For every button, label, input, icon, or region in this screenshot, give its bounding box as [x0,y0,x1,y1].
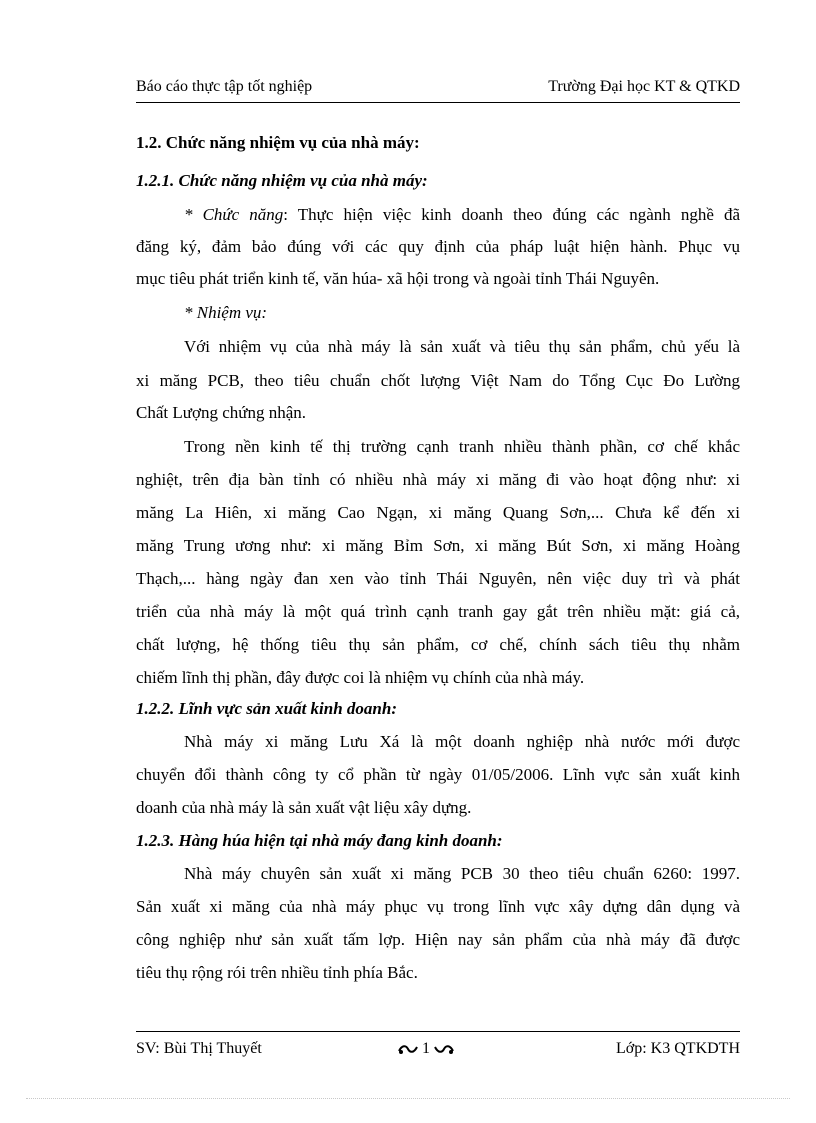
paragraph-line: Chất Lượng chứng nhận. [136,403,306,422]
subsection-title-3: 1.2.3. Hàng húa hiện tại nhà máy đang kinh doanh: [136,831,503,850]
paragraph-line: doanh của nhà máy là sản xuất vật liệu xây dựng. [136,798,472,817]
paragraph-line: Nhà máy xi măng Lưu Xá là một doanh nghiệp nhà nước mới được [184,732,740,751]
paragraph-line: măng Trung ương như: xi măng Bỉm Sơn, xi măng Bút Sơn, xi măng Hoàng [136,536,740,555]
page-header [136,78,740,103]
paragraph-line: Nhà máy chuyên sản xuất xi măng PCB 30 theo tiêu chuẩn 6260: 1997. [184,864,740,883]
paragraph-line: măng La Hiên, xi măng Cao Ngạn, xi măng Quang Sơn,... Chưa kể đến xi [136,503,740,522]
ornament-left-icon [398,1043,418,1055]
function-line-1 [184,200,740,230]
paragraph-line: mục tiêu phát triển kinh tế, văn húa- xã hội trong và ngoài tỉnh Thái Nguyên. [136,269,660,288]
paragraph-line: xi măng PCB, theo tiêu chuẩn chốt lượng Việt Nam do Tổng Cục Đo Lường [136,371,740,390]
footer-page-number [398,1040,454,1058]
paragraph-line: chuyển đổi thành công ty cổ phần từ ngày 01/05/2006. Lĩnh vực sản xuất kinh [136,765,740,784]
paragraph-line: tiêu thụ rộng rói trên nhiều tỉnh phía Bắc. [136,963,418,982]
paragraph-line: chất lượng, hệ thống tiêu thụ sản phẩm, cơ chế, chính sách tiêu thụ nhằm [136,635,740,654]
subsection-title-2: 1.2.2. Lĩnh vực sản xuất kinh doanh: [136,699,397,718]
page-footer [136,1031,740,1062]
footer-class: Lớp: K3 QTKDTH [616,1040,740,1057]
page-number: 1 [422,1040,430,1057]
paragraph-line: Sản xuất xi măng của nhà máy phục vụ trong lĩnh vực xây dựng dân dụng và [136,897,740,916]
subsection-title-1: 1.2.1. Chức năng nhiệm vụ của nhà máy: [136,171,428,190]
page-bottom-dotted-border [26,1098,790,1099]
function-text: : Thực hiện việc kinh doanh theo đúng các ngành nghề đã [283,205,741,224]
paragraph-line: đăng ký, đảm bảo đúng với các quy định của pháp luật hiện hành. Phục vụ [136,237,740,256]
paragraph-line: Với nhiệm vụ của nhà máy là sản xuất và tiêu thụ sản phẩm, chủ yếu là [184,337,740,356]
footer-student: SV: Bùi Thị Thuyết [136,1040,262,1057]
paragraph-line: Thạch,... hàng ngày đan xen vào tỉnh Thái Nguyên, nên việc duy trì và phát [136,569,740,588]
section-title: 1.2. Chức năng nhiệm vụ của nhà máy: [136,133,420,152]
paragraph-line: Trong nền kinh tế thị trường cạnh tranh nhiều thành phần, cơ chế khắc [184,437,740,456]
paragraph-line: nghiệt, trên địa bàn tỉnh có nhiều nhà máy xi măng đi vào hoạt động như: xi [136,470,740,489]
duty-label: * Nhiệm vụ: [184,303,268,322]
paragraph-line: công nghiệp như sản xuất tấm lợp. Hiện nay sản phẩm của nhà máy đã được [136,930,740,949]
paragraph-line: chiếm lĩnh thị phần, đây được coi là nhiệm vụ chính của nhà máy. [136,668,585,687]
header-university: Trường Đại học KT & QTKD [548,78,740,95]
paragraph-line: triển của nhà máy là một quá trình cạnh tranh gay gắt trên nhiều mặt: giá cả, [136,602,740,621]
function-label: * Chức năng [184,205,284,224]
ornament-right-icon [434,1043,454,1055]
header-report-title: Báo cáo thực tập tốt nghiệp [136,78,313,95]
